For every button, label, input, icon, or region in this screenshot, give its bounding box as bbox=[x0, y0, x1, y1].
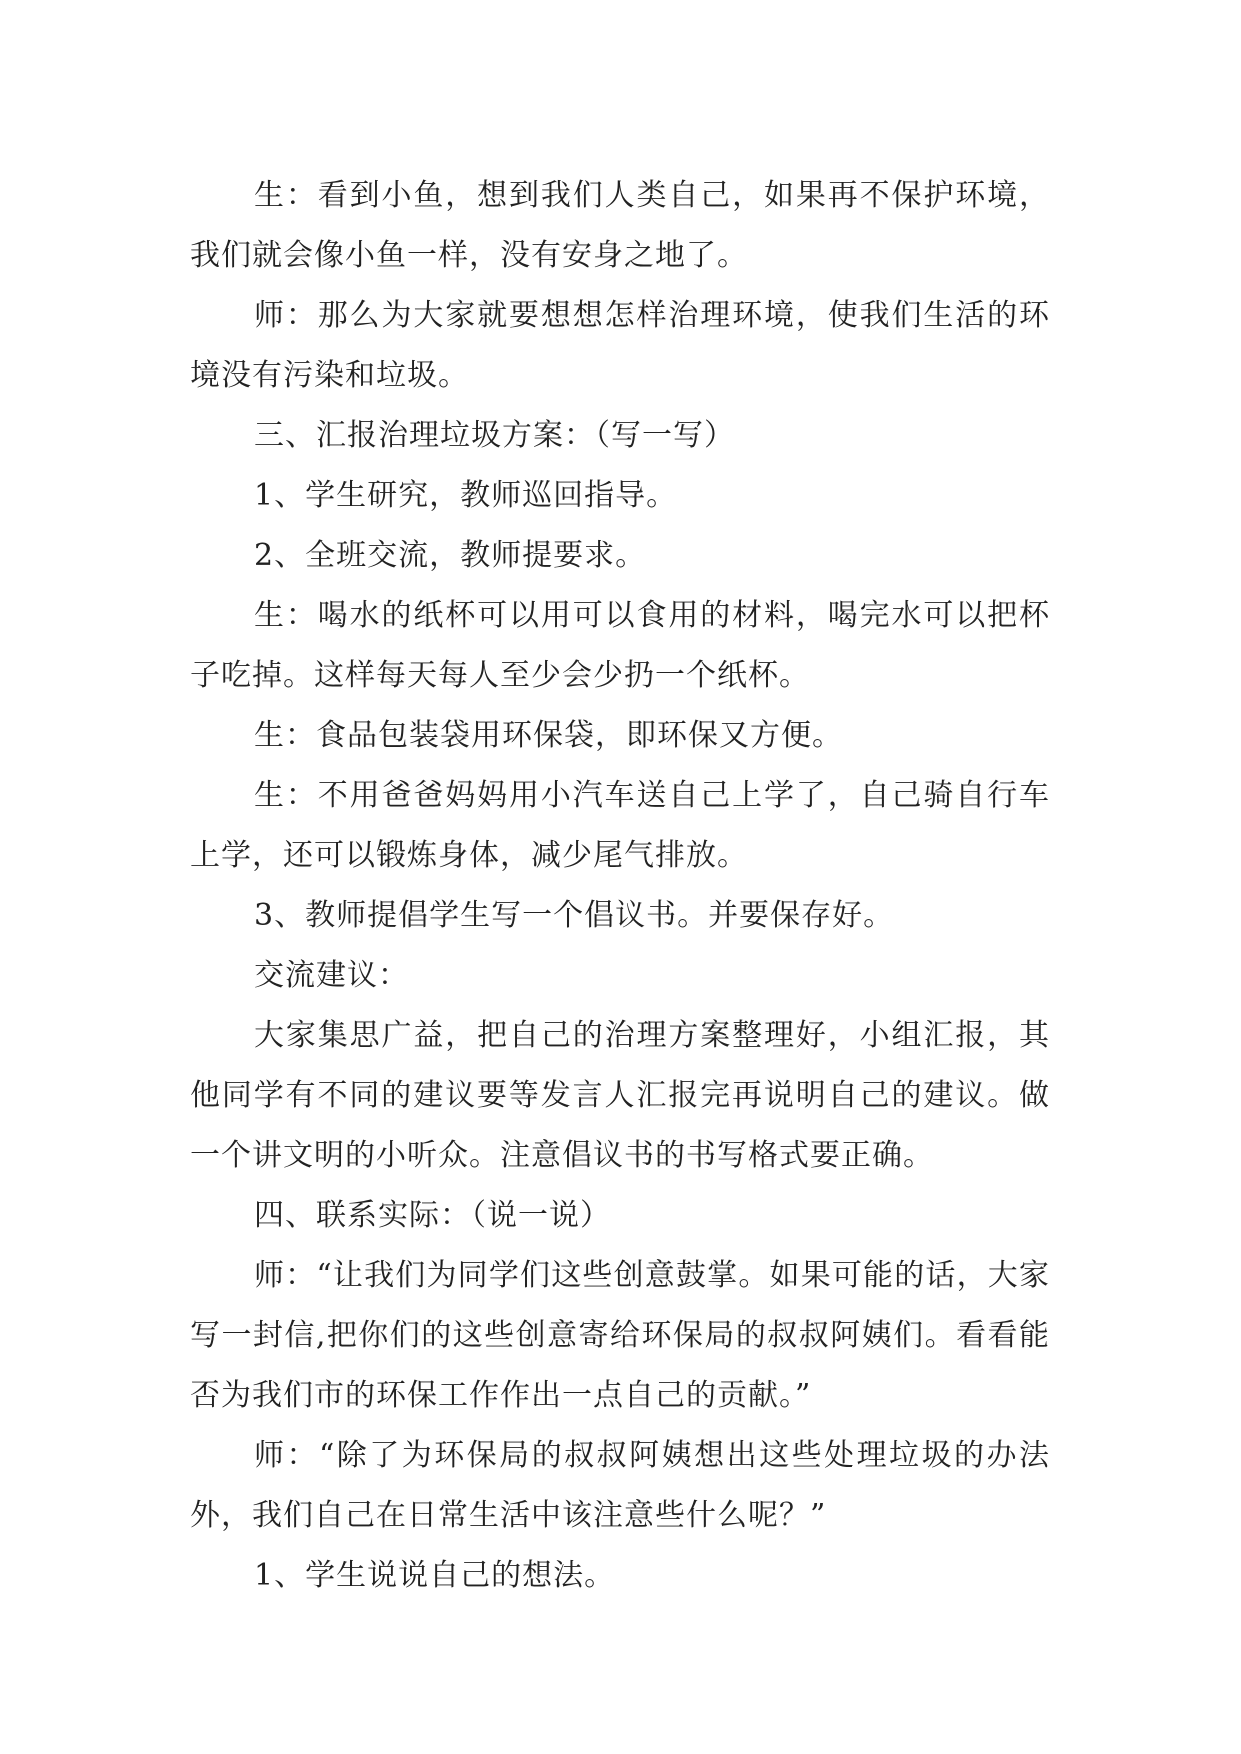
paragraph: 师：“让我们为同学们这些创意鼓掌。如果可能的话，大家写一封信,把你们的这些创意寄给环保局的叔叔阿姨们。看看能否为我们市的环保工作作出一点自己的贡献。” bbox=[190, 1258, 1050, 1413]
list-item: 3、教师提倡学生写一个倡议书。并要保存好。 bbox=[254, 898, 895, 933]
paragraph: 师：“除了为环保局的叔叔阿姨想出这些处理垃圾的办法外，我们自己在日常生活中该注意些什么呢？” bbox=[190, 1438, 1050, 1533]
paragraph: 生：看到小鱼，想到我们人类自己，如果再不保护环境，我们就会像小鱼一样，没有安身之地了。 bbox=[190, 178, 1050, 273]
section-heading: 四、联系实际：（说一说） bbox=[254, 1198, 611, 1233]
paragraph: 大家集思广益，把自己的治理方案整理好，小组汇报，其他同学有不同的建议要等发言人汇报完再说明自己的建议。做一个讲文明的小听众。注意倡议书的书写格式要正确。 bbox=[190, 1018, 1050, 1173]
document-body bbox=[190, 166, 1050, 1606]
list-item: 2、全班交流，教师提要求。 bbox=[254, 538, 647, 573]
list-item: 1、学生研究，教师巡回指导。 bbox=[254, 478, 678, 513]
paragraph: 交流建议： bbox=[254, 958, 409, 993]
paragraph: 生：食品包装袋用环保袋，即环保又方便。 bbox=[254, 718, 843, 753]
paragraph: 生：不用爸爸妈妈用小汽车送自己上学了，自己骑自行车上学，还可以锻炼身体，减少尾气排放。 bbox=[190, 778, 1050, 873]
paragraph: 师：那么为大家就要想想怎样治理环境，使我们生活的环境没有污染和垃圾。 bbox=[190, 298, 1050, 393]
list-item: 1、学生说说自己的想法。 bbox=[254, 1558, 616, 1593]
paragraph: 生：喝水的纸杯可以用可以食用的材料，喝完水可以把杯子吃掉。这样每天每人至少会少扔一个纸杯。 bbox=[190, 598, 1050, 693]
section-heading: 三、汇报治理垃圾方案：（写一写） bbox=[254, 418, 735, 453]
